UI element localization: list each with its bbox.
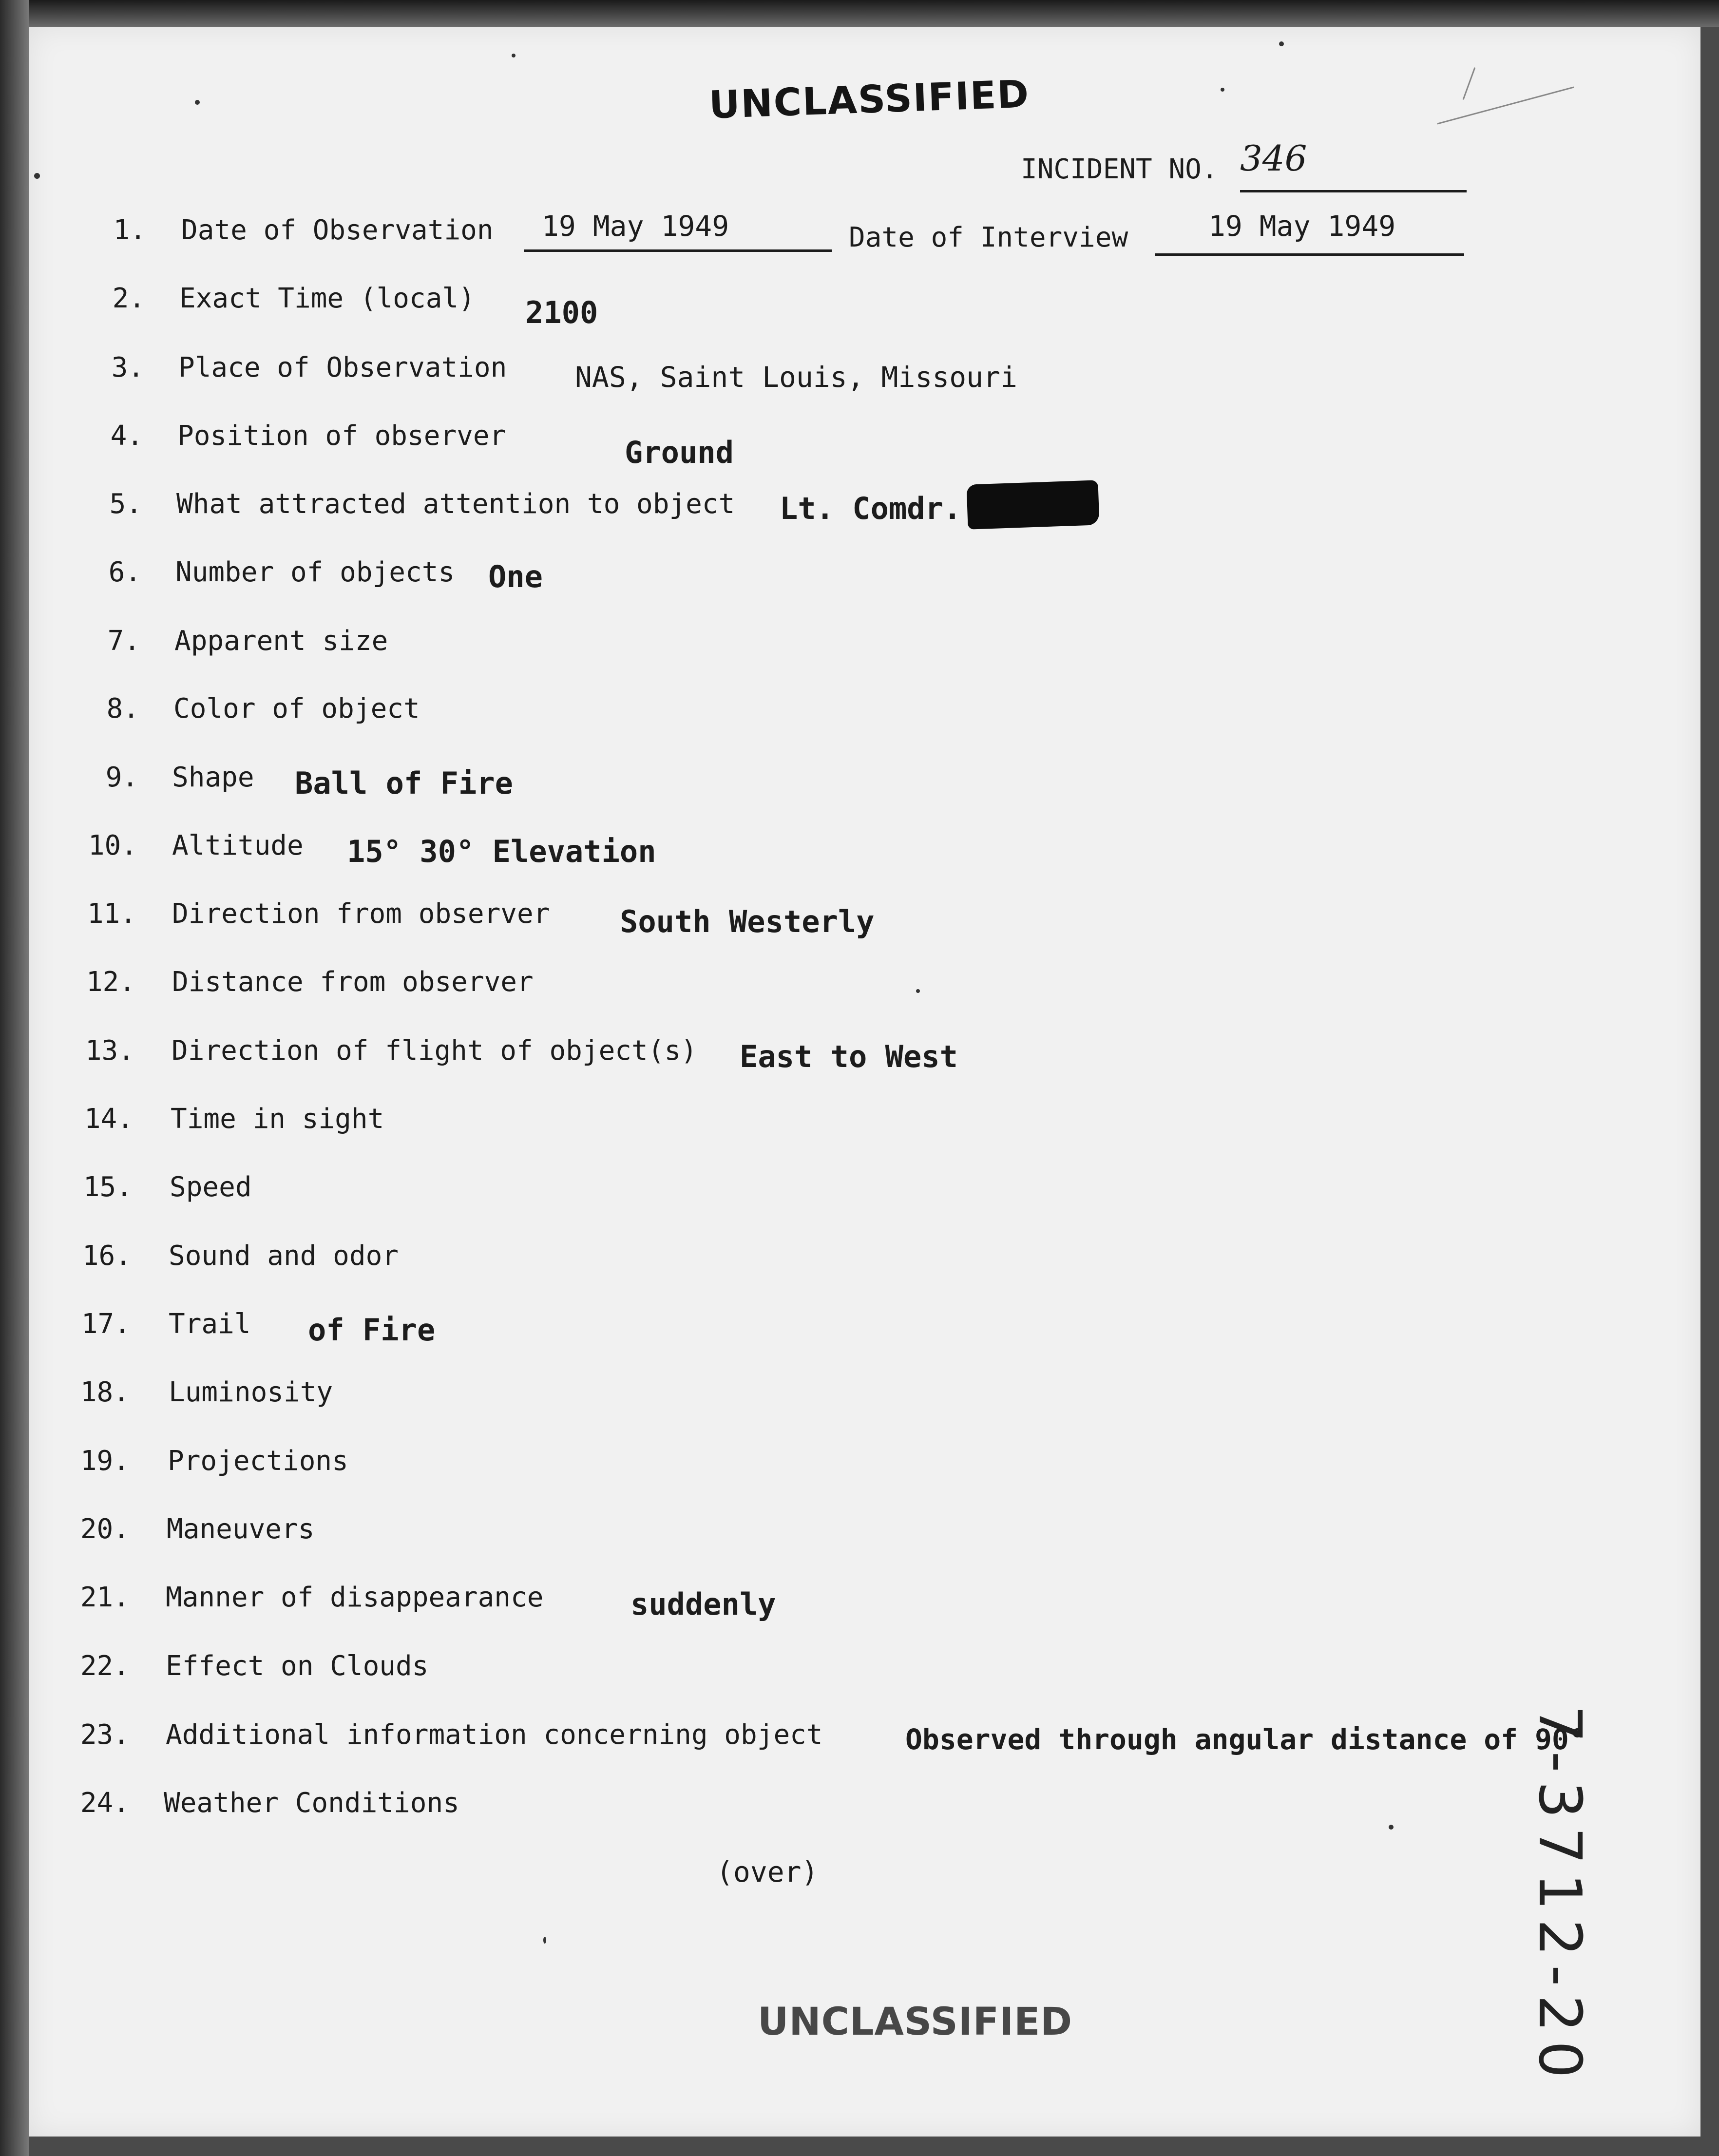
field-label: Luminosity (169, 1376, 333, 1408)
field-row-16 (0, 1240, 1657, 1279)
continued-note: (over) (716, 1855, 819, 1889)
field-row-5 (0, 488, 1657, 527)
field-number: 4. (110, 420, 143, 452)
incident-number-underline (1240, 190, 1467, 192)
field-row-13 (0, 1035, 1657, 1074)
field-label: Altitude (172, 830, 304, 861)
field-row-11 (0, 898, 1657, 937)
field-number: 17. (81, 1308, 131, 1340)
field-label: Maneuvers (167, 1513, 315, 1545)
field-row-17 (0, 1308, 1657, 1347)
field-value: Observed through angular distance of 90° (905, 1723, 1586, 1756)
field-value: East to West (740, 1039, 958, 1074)
field-label: Shape (172, 762, 254, 793)
field-underline (524, 249, 832, 252)
field-number: 21. (80, 1582, 130, 1613)
field-number: 13. (85, 1035, 134, 1067)
field-number: 19. (80, 1445, 130, 1477)
field-label: Effect on Clouds (166, 1650, 429, 1682)
field-number: 9. (105, 762, 138, 793)
field-underline-secondary (1155, 253, 1464, 256)
field-row-21 (0, 1582, 1657, 1621)
classification-stamp-top: UNCLASSIFIED (708, 72, 1031, 128)
field-label: Weather Conditions (164, 1787, 459, 1819)
field-value: Ground (625, 435, 734, 470)
field-row-20 (0, 1513, 1657, 1552)
field-row-10 (0, 830, 1657, 869)
field-label: Place of Observation (178, 352, 507, 383)
field-value: 19 May 1949 (542, 210, 729, 243)
field-value: 2100 (525, 295, 598, 330)
field-label: Date of Observation (181, 214, 494, 246)
field-label-secondary: Date of Interview (849, 222, 1128, 253)
field-label: Speed (170, 1171, 252, 1203)
field-value: 15° 30° Elevation (347, 834, 656, 869)
incident-number-value: 346 (1240, 138, 1307, 179)
field-row-14 (0, 1103, 1657, 1142)
field-label: Trail (169, 1308, 251, 1340)
field-value-secondary: 19 May 1949 (1208, 210, 1396, 243)
field-value: Lt. Comdr. (780, 491, 962, 526)
field-number: 6. (108, 556, 141, 588)
field-number: 2. (112, 283, 145, 314)
field-row-12 (0, 966, 1657, 1005)
field-label: Distance from observer (172, 966, 534, 998)
field-number: 24. (80, 1787, 130, 1819)
field-number: 12. (86, 966, 135, 998)
field-number: 1. (113, 214, 146, 246)
field-number: 10. (88, 830, 137, 861)
field-label: Number of objects (175, 556, 455, 588)
field-row-15 (0, 1171, 1657, 1210)
field-label: Color of object (173, 693, 420, 725)
field-value: One (488, 559, 543, 594)
field-value: of Fire (308, 1312, 436, 1348)
field-number: 15. (83, 1171, 133, 1203)
classification-stamp-bottom: UNCLASSIFIED (758, 2000, 1073, 2044)
field-number: 22. (80, 1650, 130, 1682)
field-row-4 (0, 420, 1657, 470)
field-row-6 (0, 556, 1657, 595)
field-label: Apparent size (174, 625, 388, 657)
field-number: 23. (80, 1719, 130, 1751)
field-label: Manner of disappearance (166, 1582, 544, 1613)
field-label: Sound and odor (169, 1240, 399, 1272)
field-number: 20. (80, 1513, 130, 1545)
redaction-mark (966, 480, 1099, 529)
field-row-1 (0, 210, 1657, 253)
field-number: 3. (111, 352, 144, 383)
field-row-7 (0, 625, 1657, 664)
field-label: Projections (168, 1445, 348, 1477)
field-label: Position of observer (177, 420, 506, 452)
field-label: What attracted attention to object (176, 488, 735, 520)
field-number: 16. (82, 1240, 132, 1272)
field-label: Additional information concerning object (166, 1719, 823, 1751)
field-number: 14. (84, 1103, 134, 1135)
field-label: Direction from observer (172, 898, 550, 930)
field-row-23 (0, 1719, 1657, 1758)
field-number: 8. (106, 693, 139, 725)
field-value: Ball of Fire (295, 765, 513, 801)
field-row-8 (0, 693, 1657, 732)
field-label: Exact Time (local) (179, 283, 475, 314)
field-number: 7. (107, 625, 140, 657)
handwritten-margin-note: 7-3712-20 (1526, 1705, 1593, 2087)
field-row-22 (0, 1650, 1657, 1689)
field-label: Direction of flight of object(s) (172, 1035, 697, 1067)
field-number: 5. (109, 488, 142, 520)
field-value: NAS, Saint Louis, Missouri (575, 361, 1017, 394)
field-row-9 (0, 762, 1657, 801)
field-value: South Westerly (620, 904, 875, 939)
scan-border-top (0, 0, 1719, 27)
field-value: suddenly (630, 1586, 776, 1622)
field-label: Time in sight (171, 1103, 384, 1135)
incident-number-label: INCIDENT NO. (1021, 153, 1218, 185)
field-row-18 (0, 1376, 1657, 1415)
field-row-19 (0, 1445, 1657, 1484)
field-row-3 (0, 352, 1657, 394)
field-row-2 (0, 283, 1657, 330)
field-number: 11. (87, 898, 136, 930)
field-row-24 (0, 1787, 1657, 1826)
field-number: 18. (80, 1376, 130, 1408)
scan-border-left (0, 0, 29, 2156)
